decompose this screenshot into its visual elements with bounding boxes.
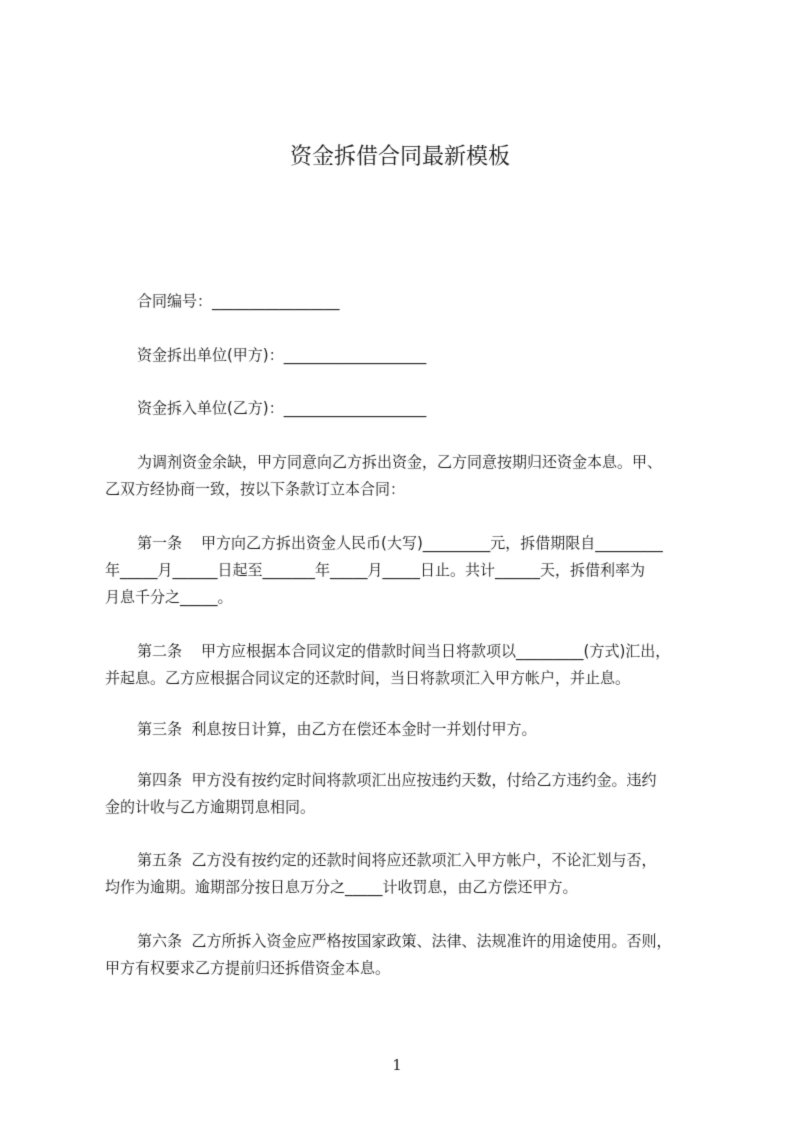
document-page [0, 0, 793, 1122]
